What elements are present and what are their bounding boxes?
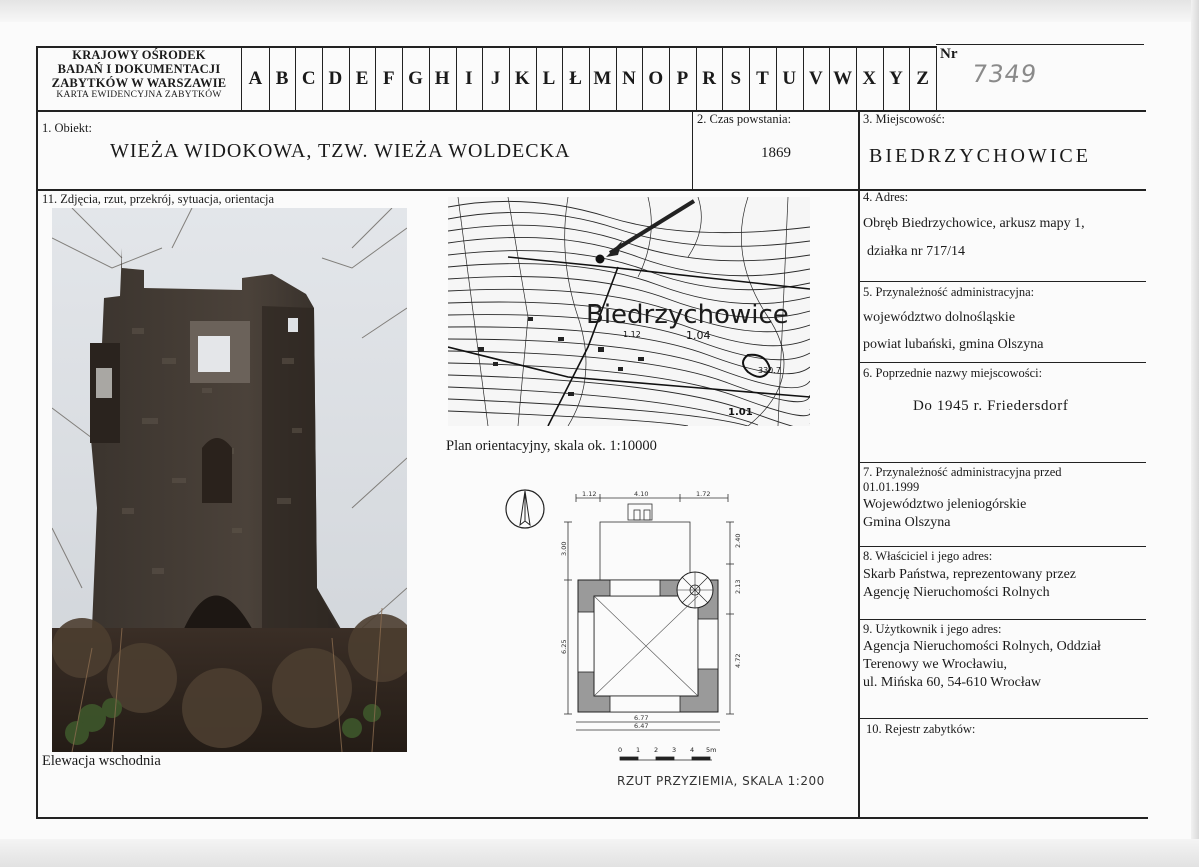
przed1999-line-2: Gmina Olszyna xyxy=(863,515,951,530)
uzytkownik-line-1: Agencja Nieruchomości Rolnych, Oddział xyxy=(863,639,1101,654)
map-town-label: Biedrzychowice xyxy=(586,300,789,330)
alphabet-letter: O xyxy=(648,68,664,89)
map-caption: Plan orientacyjny, skala ok. 1:10000 xyxy=(446,438,657,454)
przed1999-label-1: 7. Przynależność administracyjna przed xyxy=(863,465,1062,479)
uzytkownik-line-2: Terenowy we Wrocławiu, xyxy=(863,657,1007,672)
plan-caption: RZUT PRZYZIEMIA, SKALA 1:200 xyxy=(617,774,825,788)
institution-line-2: BADAŃ I DOKUMENTACJI xyxy=(57,62,221,76)
nr-label: Nr xyxy=(940,46,958,62)
alphabet-letter: W xyxy=(833,68,853,89)
alphabet-letter: V xyxy=(809,68,823,89)
alphabet-letter: R xyxy=(702,68,716,89)
scale-tick-0: 0 xyxy=(618,746,623,754)
alphabet-letter: L xyxy=(542,68,556,89)
sep-row6 xyxy=(858,462,1146,463)
dim-right-2: 2.13 xyxy=(734,579,742,594)
divider-right-column xyxy=(858,110,860,818)
frame-nr-top-line xyxy=(936,44,1144,45)
alphabet-letter: A xyxy=(248,68,263,89)
map-label-4: 330.7 xyxy=(758,366,781,375)
alphabet-letter: G xyxy=(408,68,423,89)
alphabet-letter: F xyxy=(382,68,395,89)
dim-left-1: 3.00 xyxy=(560,541,568,556)
photo-caption: Elewacja wschodnia xyxy=(42,753,161,769)
sep-row4 xyxy=(858,281,1146,282)
sep-row5 xyxy=(858,362,1146,363)
adres-line-1: Obręb Biedrzychowice, arkusz mapy 1, xyxy=(863,216,1085,231)
map-label-1: 1.04 xyxy=(686,329,711,342)
dim-top-1: 1.12 xyxy=(582,490,597,498)
adres-label: 4. Adres: xyxy=(863,190,909,204)
divider-obiekt-czas xyxy=(692,110,693,190)
frame-bottom-line xyxy=(36,817,1148,819)
alphabet-letter: P xyxy=(676,68,689,89)
alphabet-letter: C xyxy=(301,68,316,89)
przynaleznosc-line-1: województwo dolnośląskie xyxy=(863,310,1016,325)
dim-bottom-1: 6.77 xyxy=(634,714,649,722)
dim-top-3: 1.72 xyxy=(696,490,711,498)
scan-edge-top xyxy=(0,0,1199,22)
przed1999-label-2: 01.01.1999 xyxy=(863,480,920,494)
scale-tick-5: 5m xyxy=(706,746,717,754)
poprzednie-label: 6. Poprzednie nazwy miejscowości: xyxy=(863,366,1043,380)
institution-line-1: KRAJOWY OŚRODEK xyxy=(72,48,206,62)
alphabet-letter: Ł xyxy=(569,68,582,89)
alphabet-letter: B xyxy=(275,68,289,89)
floor-plan xyxy=(500,484,800,794)
alphabet-letter: Z xyxy=(916,68,929,89)
obiekt-value: WIEŻA WIDOKOWA, TZW. WIEŻA WOLDECKA xyxy=(110,140,571,162)
dim-right-1: 2.40 xyxy=(734,533,742,548)
wlasciciel-line-2: Agencję Nieruchomości Rolnych xyxy=(863,585,1050,600)
alphabet-letter: J xyxy=(490,68,501,89)
alphabet-letter: I xyxy=(465,68,473,89)
sep-row7 xyxy=(858,546,1146,547)
alphabet-letter: N xyxy=(622,68,636,89)
frame-left-line xyxy=(36,46,38,818)
przynaleznosc-label: 5. Przynależność administracyjna: xyxy=(863,285,1035,299)
alphabet-letter: M xyxy=(593,68,612,89)
przed1999-line-1: Województwo jeleniogórskie xyxy=(863,497,1027,512)
scale-tick-2: 2 xyxy=(654,746,659,754)
zdjecia-label: 11. Zdjęcia, rzut, przekrój, sytuacja, orientacja xyxy=(42,192,275,206)
adres-line-2: działka nr 717/14 xyxy=(867,244,965,259)
row1-bottom-line xyxy=(36,189,1146,191)
czas-label: 2. Czas powstania: xyxy=(697,112,792,126)
uzytkownik-line-3: ul. Mińska 60, 54-610 Wrocław xyxy=(863,675,1042,690)
header-bottom-line xyxy=(36,110,1146,112)
scan-edge-bottom xyxy=(0,839,1199,867)
alphabet-letter: T xyxy=(756,68,769,89)
tower-photo xyxy=(52,208,407,752)
alphabet-letter: Y xyxy=(889,68,903,89)
przynaleznosc-line-2: powiat lubański, gmina Olszyna xyxy=(863,337,1044,352)
rejestr-label: 10. Rejestr zabytków: xyxy=(866,722,976,736)
sep-row8 xyxy=(858,619,1146,620)
scale-tick-4: 4 xyxy=(690,746,695,754)
wlasciciel-line-1: Skarb Państwa, reprezentowany przez xyxy=(863,567,1077,582)
czas-value: 1869 xyxy=(761,145,791,161)
scale-tick-1: 1 xyxy=(636,746,641,754)
alphabet-letter: K xyxy=(514,68,530,89)
dim-right-3: 4.72 xyxy=(734,653,742,668)
wlasciciel-label: 8. Właściciel i jego adres: xyxy=(863,549,993,563)
uzytkownik-label: 9. Użytkownik i jego adres: xyxy=(863,622,1002,636)
sep-row9 xyxy=(858,718,1148,719)
map-label-3: 1.12 xyxy=(623,330,641,339)
nr-value: 7349 xyxy=(970,60,1040,88)
scan-edge-right xyxy=(1191,0,1199,867)
alphabet-letter: X xyxy=(862,68,877,89)
miejscowosc-label: 3. Miejscowość: xyxy=(863,112,945,126)
alphabet-letter: E xyxy=(355,68,369,89)
dim-left-2: 6.25 xyxy=(560,639,568,654)
orientation-map xyxy=(448,197,810,426)
dim-top-2: 4.10 xyxy=(634,490,649,498)
alphabet-letter: S xyxy=(730,68,742,89)
alphabet-letter: H xyxy=(434,68,450,89)
alphabet-letter: D xyxy=(328,68,343,89)
dim-bottom-2: 6.47 xyxy=(634,722,649,730)
institution-block xyxy=(38,48,240,110)
institution-line-3: ZABYTKÓW W WARSZAWIE xyxy=(51,76,227,90)
obiekt-label: 1. Obiekt: xyxy=(42,121,92,135)
miejscowosc-value: BIEDRZYCHOWICE xyxy=(869,145,1091,167)
scale-tick-3: 3 xyxy=(672,746,677,754)
poprzednie-value: Do 1945 r. Friedersdorf xyxy=(913,398,1069,414)
alphabet-letter: U xyxy=(782,68,797,89)
map-label-2: 1.01 xyxy=(728,407,753,418)
institution-line-4: KARTA EWIDENCYJNA ZABYTKÓW xyxy=(56,90,222,100)
letter-divider xyxy=(936,46,937,110)
